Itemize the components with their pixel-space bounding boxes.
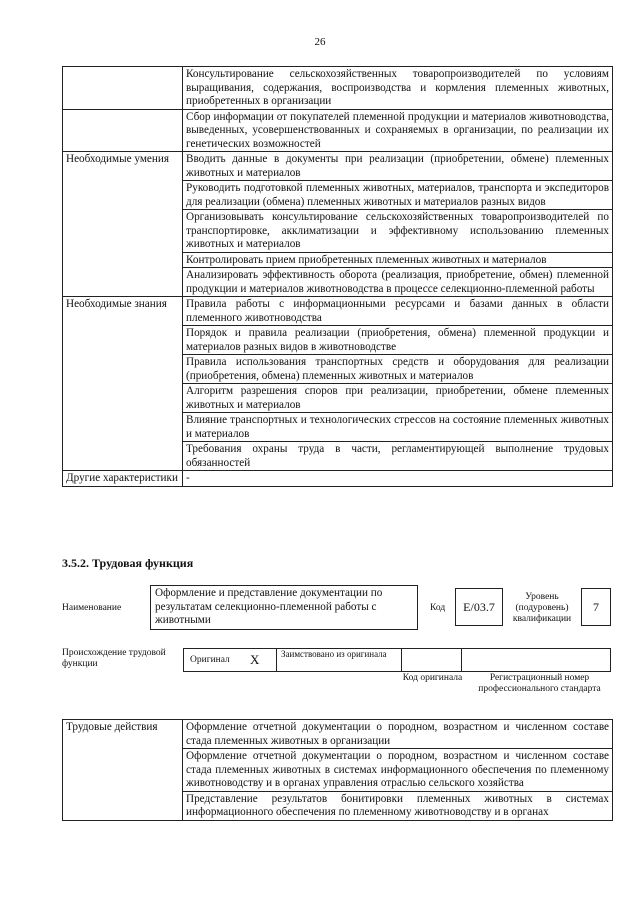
row-label	[63, 109, 183, 152]
row-content: Алгоритм разрешения споров при реализации, приобретении, обмене племенных животных и материалов	[183, 384, 613, 413]
row-content: -	[183, 471, 613, 487]
row-content: Сбор информации от покупателей племенной продукции и материалов животноводства, выведенных, усовершенствованных и сохраняемых в организации, по реализации их генетических возможностей	[183, 109, 613, 152]
row-content: Оформление отчетной документации о породном, возрастном и численном составе стада племенных животных в организации	[183, 720, 613, 749]
borrowed-label: Заимствовано из оригинала	[281, 649, 387, 659]
level-label: Уровень (подуровень) квалификации	[512, 592, 572, 624]
row-content: Оформление отчетной документации о породном, возрастном и численном составе стада племенных животных в системах информационного обеспечения по племенному животноводству и в органах управления отраслью сельского хозяйства	[183, 749, 613, 792]
row-label-skills: Необходимые умения	[63, 152, 183, 297]
table-row	[63, 471, 613, 487]
row-content: Правила использования транспортных средств и оборудования для реализации (приобретения, обмена) племенных животных и материалов	[183, 355, 613, 384]
row-content: Представление результатов бонитировки племенных животных в системах информационного обеспечения по племенному животноводству и в органах	[183, 791, 613, 820]
row-content: Вводить данные в документы при реализации (приобретении, обмене) племенных животных и материалов	[183, 152, 613, 181]
page-number: 26	[314, 36, 326, 48]
table-row	[63, 720, 613, 749]
requirements-table	[62, 66, 613, 487]
table-row	[63, 67, 613, 110]
original-cell	[184, 649, 277, 671]
row-label-actions: Трудовые действия	[63, 720, 183, 821]
row-content: Требования охраны труда в части, регламентирующей выполнение трудовых обязанностей	[183, 442, 613, 471]
code-original-cell	[401, 649, 462, 671]
borrowed-cell	[276, 649, 402, 671]
row-content: Анализировать эффективность оборота (реализация, приобретение, обмен) племенной продукции и материалов животноводства в процессе селекционно-племенной работы	[183, 268, 613, 297]
original-mark: X	[250, 652, 260, 667]
original-label: Оригинал	[190, 655, 230, 665]
row-content: Контролировать прием приобретенных племенных животных и материалов	[183, 252, 613, 268]
table-row	[63, 297, 613, 326]
name-label: Наименование	[62, 603, 122, 613]
section-title: 3.5.2. Трудовая функция	[62, 556, 194, 570]
labor-actions-table	[62, 719, 613, 821]
row-content: Правила работы с информационными ресурсами и базами данных в области племенного животноводства	[183, 297, 613, 326]
row-content: Порядок и правила реализации (приобретения, обмена) племенной продукции и материалов разных видов в животноводстве	[183, 326, 613, 355]
code-box: E/03.7	[455, 588, 503, 626]
row-content: Влияние транспортных и технологических стрессов на состояние племенных животных и материалов	[183, 413, 613, 442]
reg-number-label: Регистрационный номер профессионального стандарта	[478, 673, 601, 694]
origin-row	[183, 648, 611, 672]
row-label-other: Другие характеристики	[63, 471, 183, 487]
code-label: Код	[430, 603, 446, 613]
row-content: Консультирование сельскохозяйственных товаропроизводителей по условиям выращивания, содержания, воспроизводства и кормления племенных животных, приобретенных в организации	[183, 67, 613, 110]
row-content: Организовывать консультирование сельскохозяйственных товаропроизводителей по транспортировке, акклиматизации и эффективному использованию племенных животных и материалов	[183, 210, 613, 253]
level-box: 7	[581, 588, 611, 626]
function-name-box: Оформление и представление документации по результатам селекционно-племенной работы с животными	[150, 585, 418, 630]
table-row	[63, 109, 613, 152]
table-row	[63, 152, 613, 181]
row-label	[63, 67, 183, 110]
row-content: Руководить подготовкой племенных животных, материалов, транспорта и экспедиторов для реализации (обмена) племенных животных и материалов разных видов	[183, 181, 613, 210]
code-original-label: Код оригинала	[402, 673, 463, 683]
row-label-knowledge: Необходимые знания	[63, 297, 183, 471]
origin-label: Происхождение трудовой функции	[62, 648, 166, 669]
